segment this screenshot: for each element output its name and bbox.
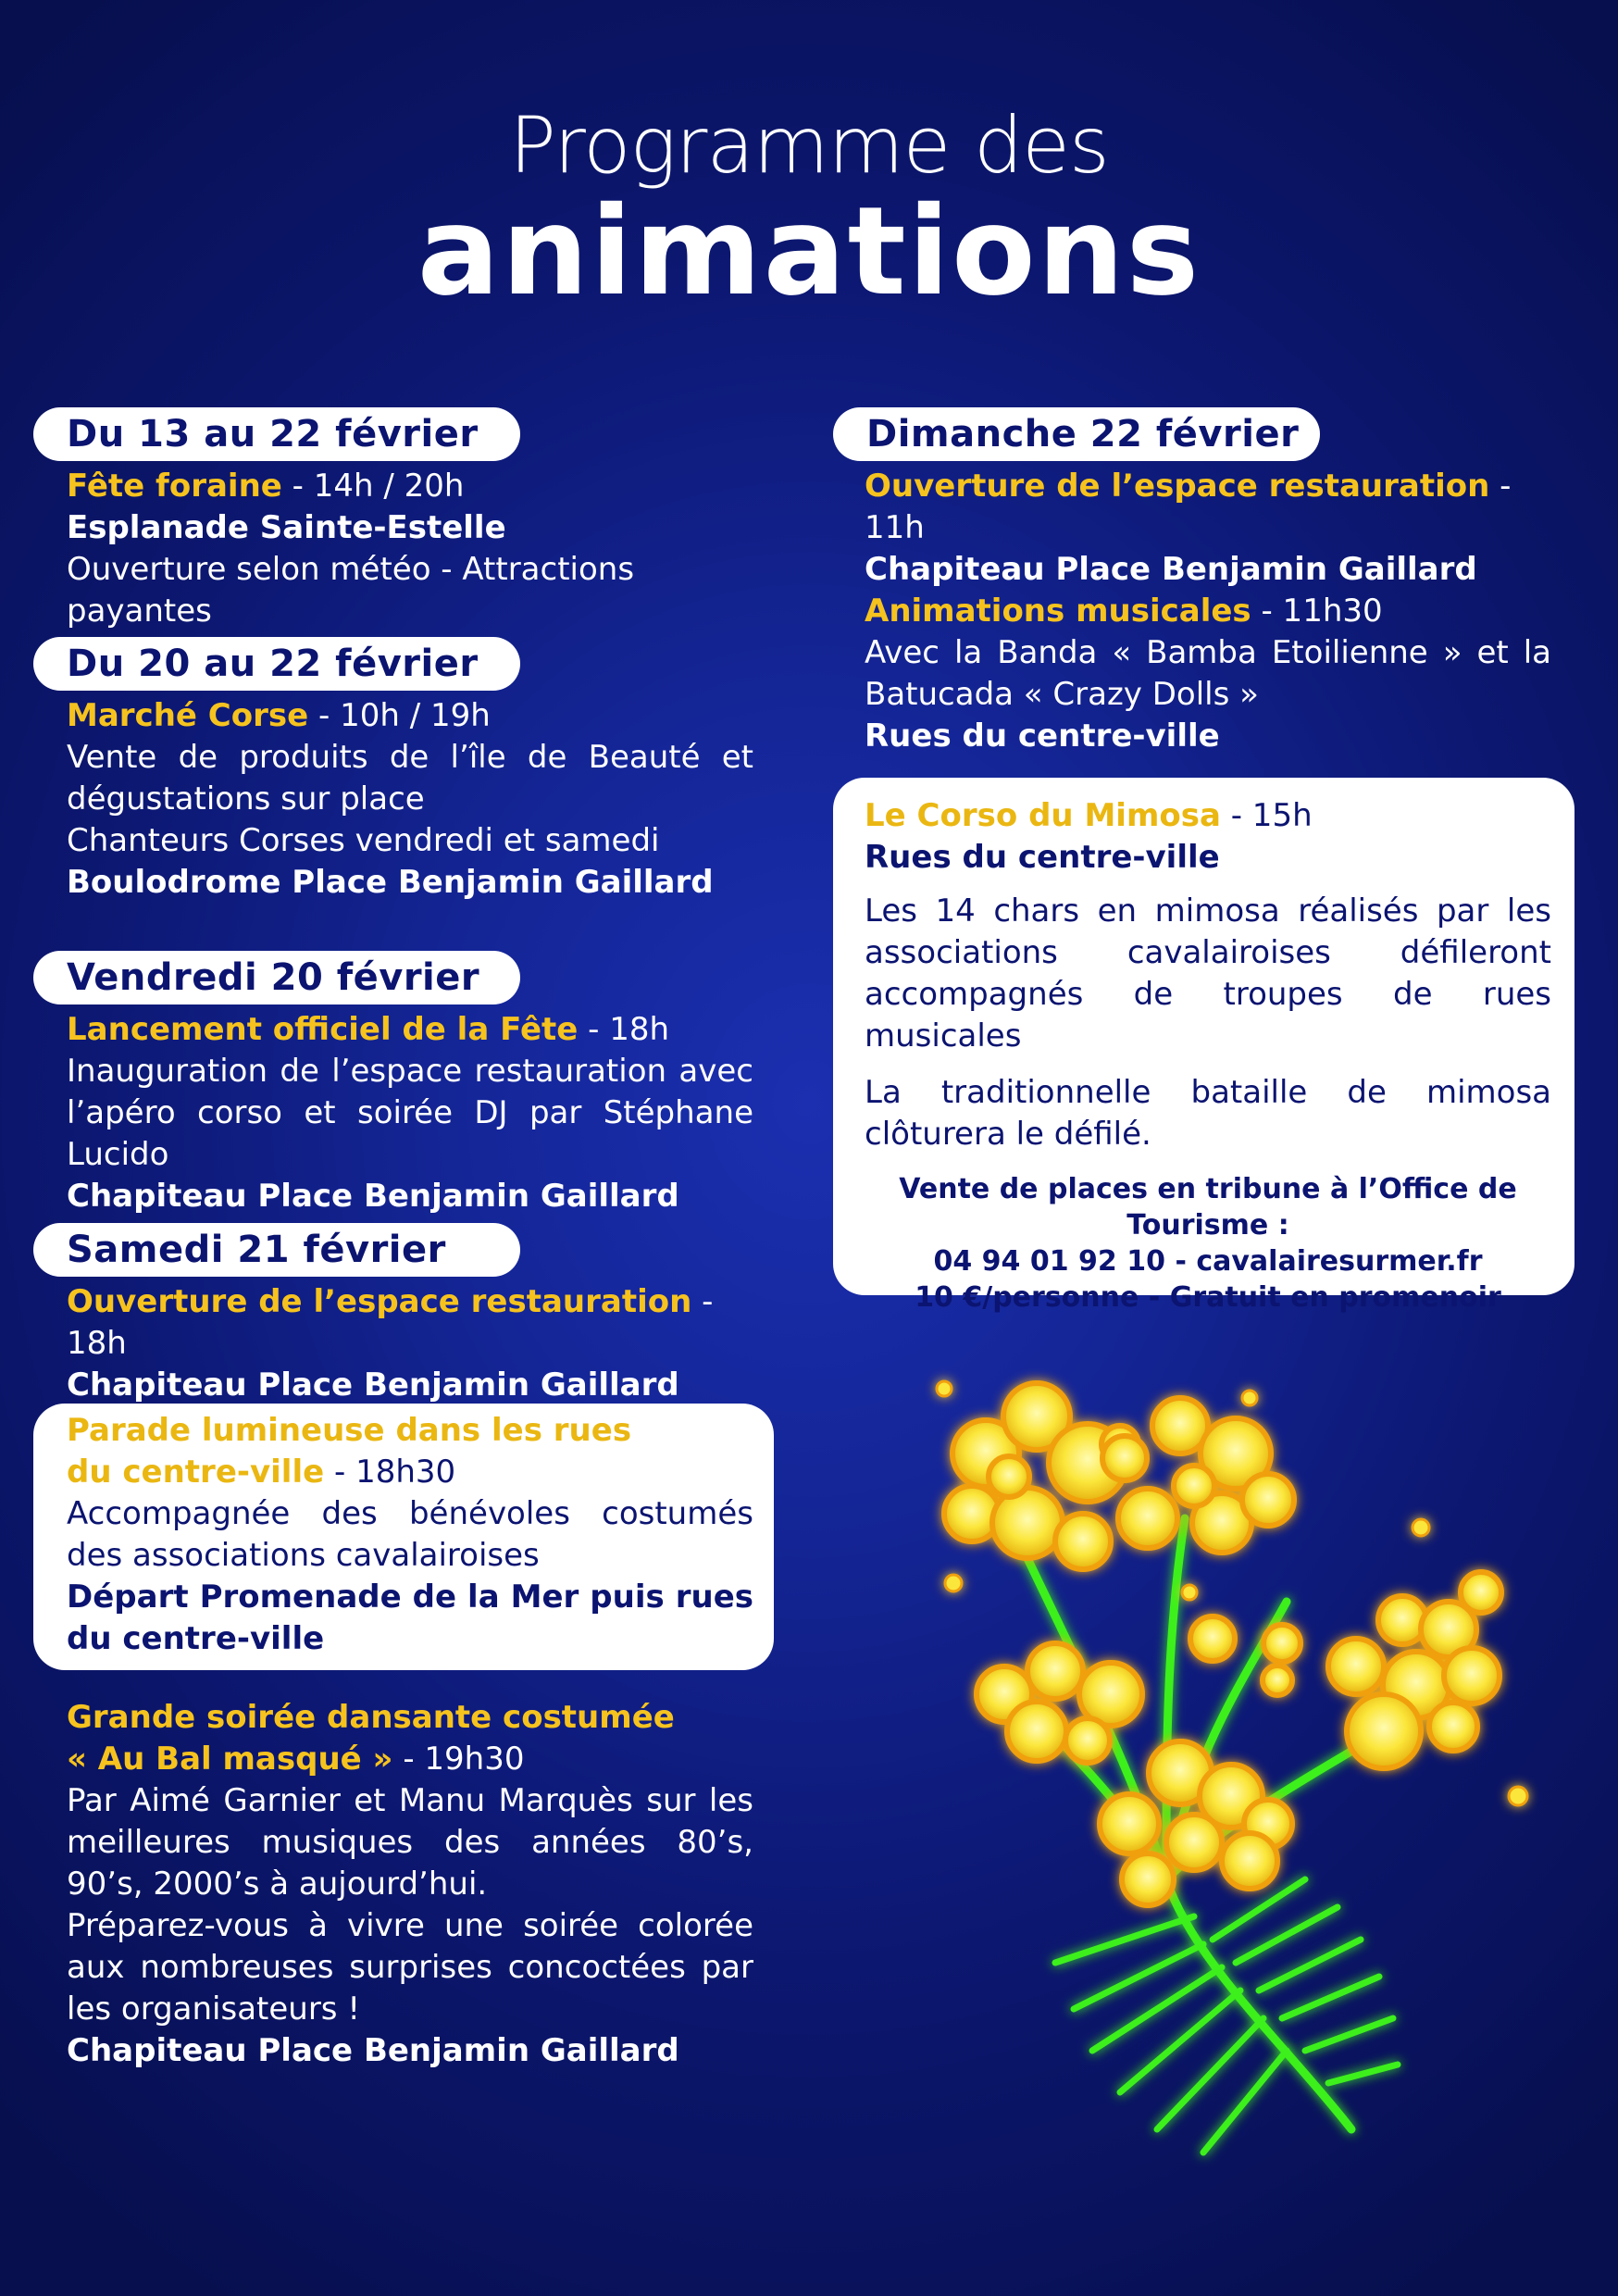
event-place: Rues du centre-ville xyxy=(865,718,1220,755)
event-place: Chapiteau Place Benjamin Gaillard xyxy=(67,2032,679,2069)
event-time: - 18h xyxy=(67,1283,714,1362)
event-title: Marché Corse xyxy=(67,697,309,734)
event-time: - 15h xyxy=(1220,797,1313,834)
event-description-2: Chanteurs Corses vendredi et samedi xyxy=(67,822,660,859)
leaf-icon xyxy=(1055,1879,1398,2152)
date-pill-20-22: Du 20 au 22 février xyxy=(33,637,520,691)
event-title: Ouverture de l’espace restauration xyxy=(67,1283,692,1320)
event-description: Accompagnée des bénévoles costumés des associations cavalairoises xyxy=(67,1495,753,1574)
event-note: Ouverture selon météo - Attractions payantes xyxy=(67,551,635,630)
event-place: Esplanade Sainte-Estelle xyxy=(67,509,506,546)
event-place: Départ Promenade de la Mer puis rues du centre-ville xyxy=(67,1578,753,1657)
ticket-info: Vente de places en tribune à l’Office de Tourisme : xyxy=(899,1173,1517,1242)
event-title: Lancement officiel de la Fête xyxy=(67,1011,579,1048)
event-time: - 18h xyxy=(578,1011,670,1048)
event-title: Le Corso du Mimosa xyxy=(865,797,1221,834)
event-title: Animations musicales xyxy=(865,593,1251,630)
event-time: - 14h / 20h xyxy=(281,468,465,505)
event-description: Inauguration de l’espace restauration avec l’apéro corso et soirée DJ par Stéphane Lucido xyxy=(67,1053,753,1173)
event-title: Parade lumineuse dans les rues xyxy=(67,1412,632,1449)
event-description: Par Aimé Garnier et Manu Marquès sur les meilleures musiques des années 80’s, 90’s, 2000’s à aujourd’hui. xyxy=(67,1782,753,1903)
page-title: animations xyxy=(417,181,1201,323)
mimosa-flowers-icon xyxy=(944,1383,1501,1905)
page-subtitle: Programme des xyxy=(509,100,1109,191)
section-lancement xyxy=(67,1009,753,1217)
section-fete-foraine xyxy=(67,466,753,632)
date-pill-samedi-21: Samedi 21 février xyxy=(33,1223,520,1277)
event-place: Chapiteau Place Benjamin Gaillard xyxy=(67,1366,679,1404)
event-time: - 10h / 19h xyxy=(308,697,491,734)
parade-box xyxy=(33,1404,774,1670)
section-restauration-samedi xyxy=(67,1281,753,1406)
event-title-2: du centre-ville xyxy=(67,1454,325,1491)
event-place: Chapiteau Place Benjamin Gaillard xyxy=(67,1178,679,1215)
event-place: Chapiteau Place Benjamin Gaillard xyxy=(865,551,1477,588)
section-restauration-dimanche xyxy=(865,466,1551,591)
event-time: - 19h30 xyxy=(392,1741,525,1778)
section-marche-corse xyxy=(67,695,753,904)
event-description: Vente de produits de l’île de Beauté et dégustations sur place xyxy=(67,739,753,817)
event-time: - 11h30 xyxy=(1251,593,1383,630)
event-description-2: Préparez-vous à vivre une soirée colorée aux nombreuses surprises concoctées par les organisateurs ! xyxy=(67,1907,753,2028)
event-title: Fête foraine xyxy=(67,468,282,505)
event-title: Ouverture de l’espace restauration xyxy=(865,468,1490,505)
event-title: Grande soirée dansante costumée xyxy=(67,1699,675,1736)
corso-box xyxy=(833,778,1574,1314)
section-bal-masque xyxy=(67,1697,753,2072)
date-pill-13-22: Du 13 au 22 février xyxy=(33,407,520,461)
ticket-contact: 04 94 01 92 10 - cavalairesurmer.fr xyxy=(933,1245,1483,1278)
event-time: - 11h xyxy=(865,468,1512,546)
date-pill-vendredi-20: Vendredi 20 février xyxy=(33,951,520,1004)
event-description: Avec la Banda « Bamba Etoilienne » et la Batucada « Crazy Dolls » xyxy=(865,634,1551,713)
event-description: Les 14 chars en mimosa réalisés par les associations cavalairoises défileront accompagnés de troupes de rues musicales xyxy=(865,892,1551,1054)
date-pill-dimanche-22: Dimanche 22 février xyxy=(833,407,1320,461)
event-title-2: « Au Bal masqué » xyxy=(67,1741,393,1778)
event-time: - 18h30 xyxy=(324,1454,456,1491)
section-animations-musicales xyxy=(865,591,1551,757)
event-place: Rues du centre-ville xyxy=(865,839,1220,876)
mimosa-illustration xyxy=(916,1361,1574,2176)
ticket-price: 10 €/personne - Gratuit en promenoir xyxy=(915,1281,1501,1314)
event-place: Boulodrome Place Benjamin Gaillard xyxy=(67,864,714,901)
event-description-2: La traditionnelle bataille de mimosa clôturera le défilé. xyxy=(865,1074,1551,1153)
